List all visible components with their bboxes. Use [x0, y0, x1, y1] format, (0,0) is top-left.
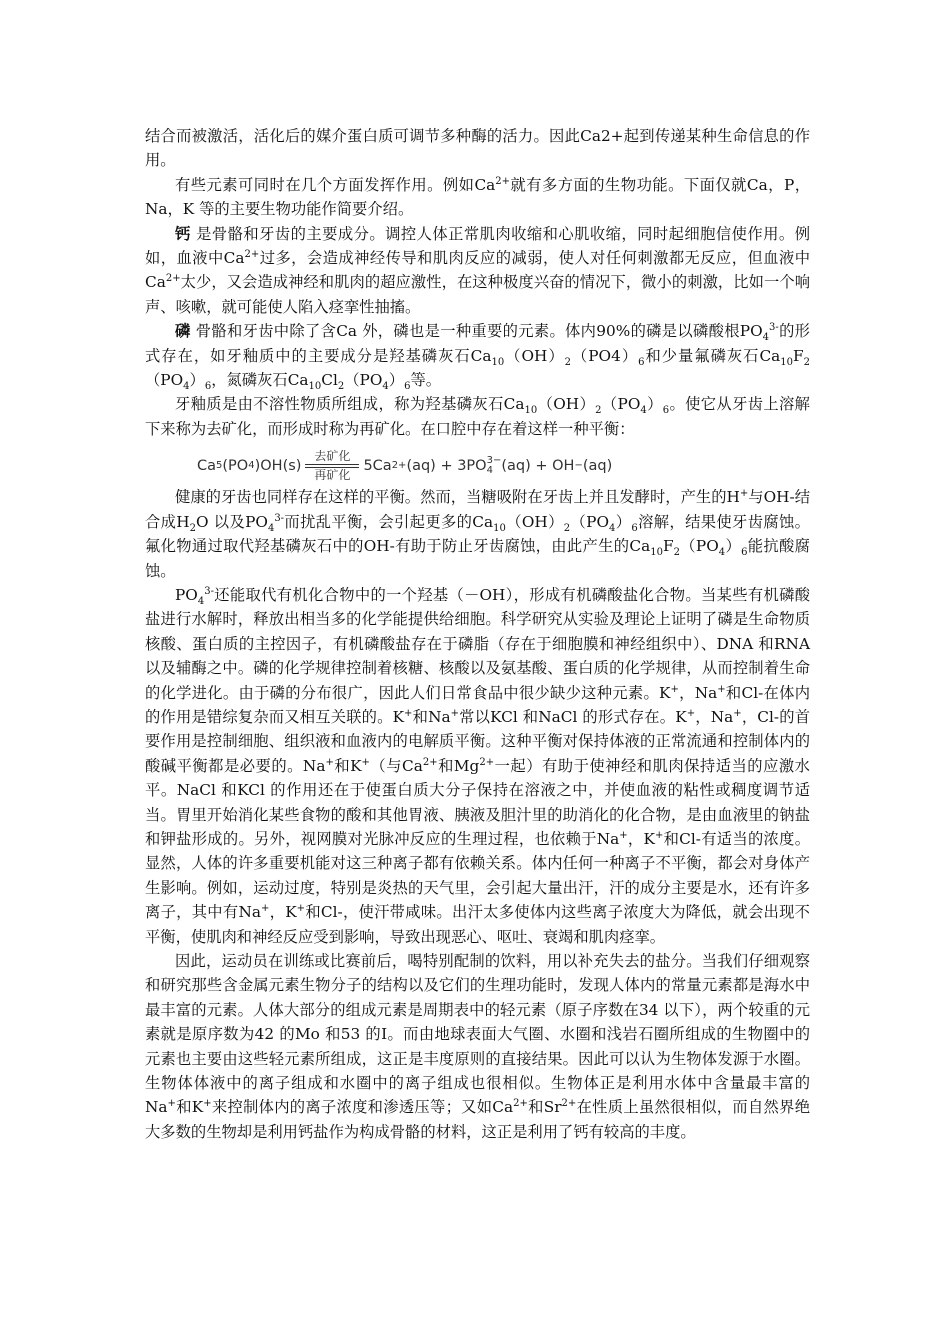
paragraph-phosphate-ions: $PO_4^{3-}$还能取代有机化合物中的一个羟基（－OH），形成有机磷酸盐化合物。当某些有机磷酸盐进行水解时，释放出相当多的化学能提供给细胞。科学研究从实验及理论上证明了磷是生命物质核酸、蛋白质的主控因子，有机磷酸盐存在于磷脂（存在于细胞膜和神经组织中）、DNA 和RNA 以及辅酶之中。磷的化学规律控制着核糖、核酸以及氨基酸、蛋白质的化学规律，从而控制着生命的化学进化。由于磷的分布很广，因此人们日常食品中很少缺少这种元素。K+，Na+和Cl-在体内的作用是错综复杂而又相互关联的。K+和Na+常以KCl 和NaCl 的形式存在。K+，Na+，Cl-的首要作用是控制细胞、组织液和血液内的电解质平衡。这种平衡对保持体液的正常流通和控制体内的酸碱平衡都是必要的。Na+和K+（与$Ca^{2+}$和$Mg^{2+}$一起）有助于使神经和肌肉保持适当的应激水平。NaCl 和KCl 的作用还在于使蛋白质大分子保持在溶液之中，并使血液的粘性或稠度调节适当。胃里开始消化某些食物的酸和其他胃液、胰液及胆汁里的助消化的化合物，是由血液里的钠盐和钾盐形成的。另外，视网膜对光脉冲反应的生理过程，也依赖于Na+，K+和Cl-有适当的浓度。显然，人体的许多重要机能对这三种离子都有依赖关系。体内任何一种离子不平衡，都会对身体产生影响。例如，运动过度，特别是炎热的天气里，会引起大量出汗，汗的成分主要是水，还有许多离子，其中有Na+，K+和Cl-，使汗带咸味。出汗太多使体内这些离子浓度大为降低，就会出现不平衡，使肌肉和神经反应受到影响，导致出现恶心、呕吐、衰竭和肌肉痉挛。: [145, 585, 811, 946]
section-heading-phosphorus: 磷: [175, 322, 191, 341]
paragraph-2: 有些元素可同时在几个方面发挥作用。例如$Ca^{2+}$就有多方面的生物功能。下面仅就Ca，P，Na，K 等的主要生物功能作简要介绍。: [145, 175, 811, 219]
double-arrow-icon: [305, 463, 359, 469]
equilibrium-arrow: [305, 450, 359, 482]
paragraph-calcium: 钙 是骨骼和牙齿的主要成分。调控人体正常肌肉收缩和心肌收缩，同时起细胞信使作用。例如，血液中$Ca^{2+}$过多，会造成神经传导和肌肉反应的减弱，使人对任何刺激都无反应，但血液中$Ca^{2+}$太少，又会造成神经和肌肉的超应激性，在这种极度兴奋的情况下，微小的刺激，比如一个响声、咳嗽，就可能使人陷入痉挛性抽搐。: [145, 224, 810, 316]
document-page: [145, 0, 810, 1144]
paragraph-decay: 健康的牙齿也同样存在这样的平衡。然而，当糖吸附在牙齿上并且发酵时，产生的H+与OH-结合成$H_2O$ 以及$PO_4^{3-}$而扰乱平衡，会引起更多的$Ca_{10}(OH)_2(PO_4)_6$溶解，结果使牙齿腐蚀。氟化物通过取代羟基磷灰石中的OH-有助于防止牙齿腐蚀，由此产生的$Ca_{10}F_2(PO_4)_6$能抗酸腐蚀。: [145, 488, 810, 580]
paragraph-enamel: 牙釉质是由不溶性物质所组成，称为羟基磷灰石$Ca_{10}(OH)_2(PO_4)_6$。使它从牙齿上溶解下来称为去矿化，而形成时称为再矿化。在口腔中存在着这样一种平衡：: [145, 395, 810, 438]
paragraph-1: 结合而被激活，活化后的媒介蛋白质可调节多种酶的活力。因此Ca2+起到传递某种生命信息的作用。: [145, 127, 810, 170]
section-heading-calcium: 钙: [175, 224, 191, 243]
equilibrium-equation: Ca 5 (PO 4 )OH(s) 去矿化 再矿化 5Ca 2+ (aq) + 3PO 3− 4 (aq) + OH − (aq): [197, 449, 613, 483]
paragraph-phosphorus: 磷 骨骼和牙齿中除了含Ca 外，磷也是一种重要的元素。体内90%的磷是以磷酸根$PO_4^{3-}$的形式存在，如牙釉质中的主要成分是羟基磷灰石$Ca_{10}(OH)_2(PO4)_6$和少量氟磷灰石$Ca_{10}F_2(PO_4)_6$，氮磷灰石$Ca_{10}Cl_2(PO_4)_6$等。: [145, 322, 811, 393]
paragraph-conclusion: 因此，运动员在训练或比赛前后，喝特别配制的饮料，用以补充失去的盐分。当我们仔细观察和研究那些含金属元素生物分子的结构以及它们的生理功能时，发现人体内的常量元素都是海水中最丰富的元素。人体大部分的组成元素是周期表中的轻元素（原子序数在34 以下），两个较重的元素就是原序数为42 的Mo 和53 的I。而由地球表面大气圈、水圈和浅岩石圈所组成的生物圈中的元素也主要由这些轻元素所组成，这正是丰度原则的直接结果。因此可以认为生物体发源于水圈。生物体体液中的离子组成和水圈中的离子组成也很相似。生物体正是利用水体中含量最丰富的Na+和K+来控制体内的离子浓度和渗透压等；又如$Ca^{2+}$和$Sr^{2+}$在性质上虽然很相似，而自然界绝大多数的生物却是利用钙盐作为构成骨骼的材料，这正是利用了钙有较高的丰度。: [145, 952, 810, 1141]
arrow-label-top: 去矿化: [314, 449, 351, 464]
arrow-label-bottom: 再矿化: [314, 468, 351, 483]
